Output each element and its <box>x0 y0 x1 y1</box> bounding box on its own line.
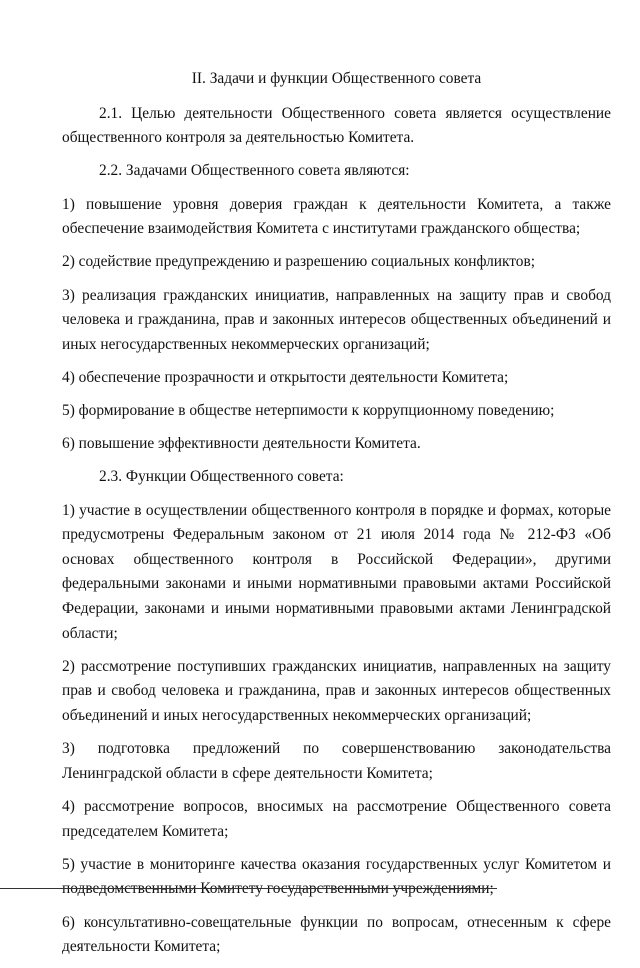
task-item-2: 2) содействие предупреждению и разрешению социальных конфликтов; <box>62 253 536 271</box>
paragraph-2-1: 2.1. Целью деятельности Общественного совета является осуществление общественного контроля за деятельностью Комитета. <box>62 104 611 147</box>
function-item-6: 6) консультативно-совещательные функции по вопросам, отнесенным к сфере деятельности Комитета; <box>62 913 611 956</box>
paragraph-2-3: 2.3. Функции Общественного совета: <box>99 468 344 486</box>
function-item-4: 4) рассмотрение вопросов, вносимых на рассмотрение Общественного совета председателем Комитета; <box>62 797 611 840</box>
document-body <box>62 67 611 968</box>
task-item-4: 4) обеспечение прозрачности и открытости деятельности Комитета; <box>62 368 509 386</box>
paragraph-2-2: 2.2. Задачами Общественного совета являются: <box>99 162 410 180</box>
task-item-3: 3) реализация гражданских инициатив, направленных на защиту прав и свобод человека и гражданина, прав и законных интересов общественных объединений и иных негосударственных некоммерческих организаций; <box>62 286 611 353</box>
section-heading: II. Задачи и функции Общественного совета <box>191 70 482 87</box>
function-item-3: 3) подготовка предложений по совершенствованию законодательства Ленинградской области в сфере деятельности Комитета; <box>62 740 611 782</box>
function-item-5: 5) участие в мониторинге качества оказания государственных услуг Комитетом и подведомственными Комитету государственными учреждениями; <box>62 855 611 898</box>
task-item-1: 1) повышение уровня доверия граждан к деятельности Комитета, а также обеспечение взаимодействия Комитета с институтами гражданского общества; <box>62 195 611 238</box>
task-item-5: 5) формирование в обществе нетерпимости к коррупционному поведению; <box>62 402 555 420</box>
function-item-1: 1) участие в осуществлении общественного контроля в порядке и формах, которые предусмотрены Федеральным законом от 21 июля 2014 года № 212-ФЗ «Об основах общественного контроля в Российской Федерации», другими федеральными законами и иными нормативными правовыми актами Российской Федерации, законами и иными нормативными правовыми актами Ленинградской области; <box>62 501 611 642</box>
task-item-6: 6) повышение эффективности деятельности Комитета. <box>62 435 421 453</box>
bottom-rule <box>0 888 497 889</box>
function-item-2: 2) рассмотрение поступивших гражданских инициатив, направленных на защиту прав и свобод человека и гражданина, прав и законных интересов общественных объединений и иных негосударственных некоммерческих организаций; <box>62 657 611 724</box>
